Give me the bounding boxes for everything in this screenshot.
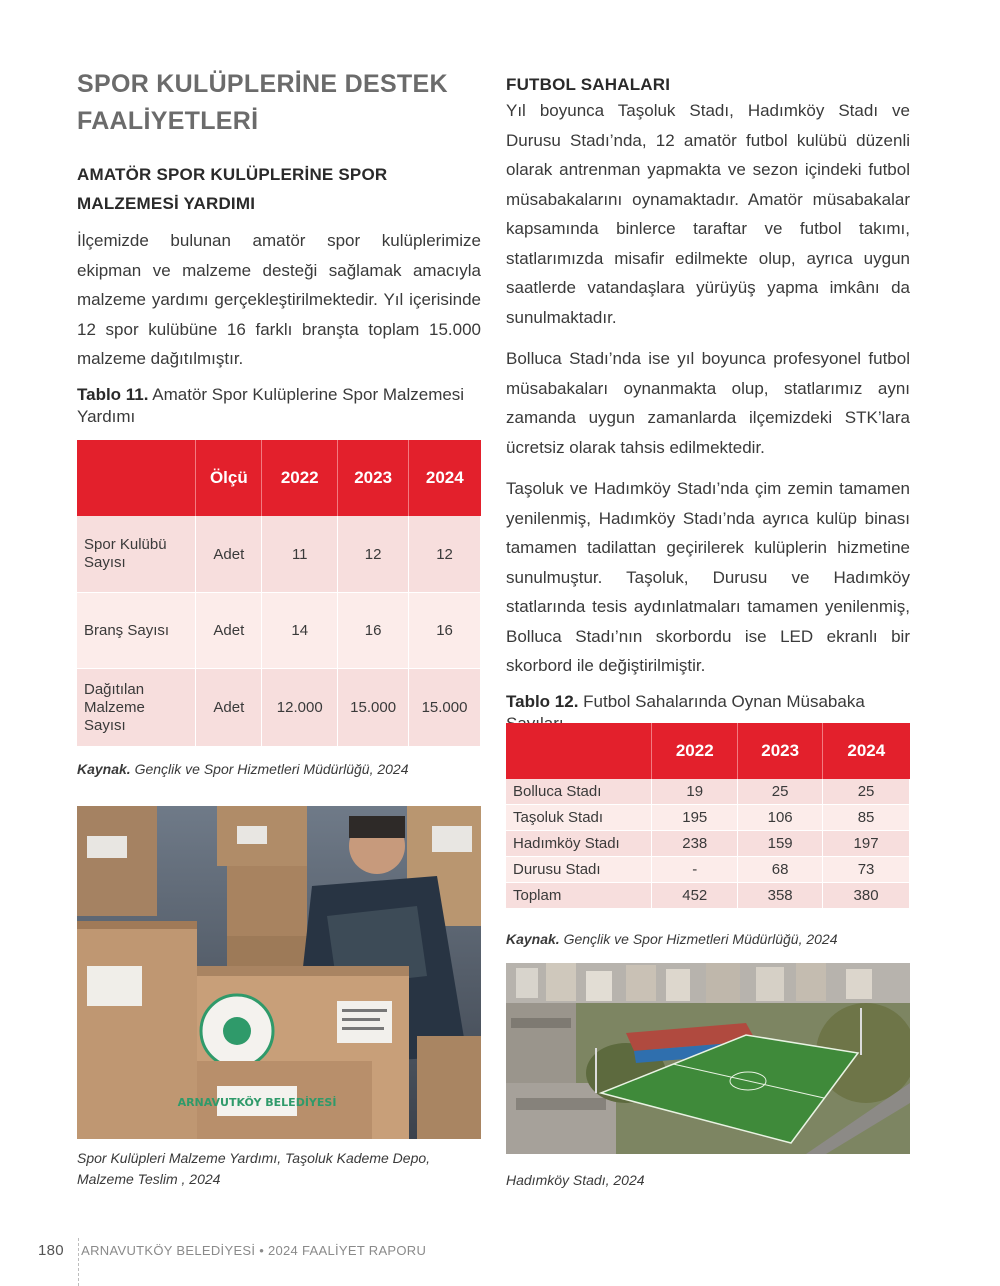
table-row-label: Hadımköy Stadı xyxy=(506,831,652,857)
box-logo-text: ARNAVUTKÖY BELEDİYESİ xyxy=(177,1096,337,1109)
table-cell: 16 xyxy=(409,593,481,669)
table-cell: 85 xyxy=(823,805,910,831)
table-row-label: Dağıtılan Malzeme Sayısı xyxy=(77,669,196,747)
table-cell: Adet xyxy=(196,669,262,747)
table-row-label: Durusu Stadı xyxy=(506,857,652,883)
table-header-cell: 2023 xyxy=(338,440,409,516)
table-row xyxy=(506,883,910,909)
table-row-label: Branş Sayısı xyxy=(77,593,196,669)
warehouse-photo-illustration xyxy=(77,806,481,1139)
section-paragraph: İlçemizde bulunan amatör spor kulüplerimize ekipman ve malzeme desteği sağlamak amacıyla malzeme yardımı gerçekleştirilmektedir. Yıl içerisinde 12 spor kulübüne 16 farklı branşta toplam 15.000 malzeme dağıtılmıştır. xyxy=(77,231,481,368)
table-cell: Adet xyxy=(196,593,262,669)
table-cell: 238 xyxy=(652,831,738,857)
table-row xyxy=(77,593,481,669)
section-paragraph: Taşoluk ve Hadımköy Stadı’nda çim zemin tamamen yenilenmiş, Hadımköy Stadı’nda ayrıca kulüp binası tamamen tadilattan geçirilerek kulüplerin hizmetine sunulmuştur. Taşoluk, Durusu ve Hadımköy statlarında tesis aydınlatmaları tamamen yenilenmiş, Bolluca Stadı’nın skorbordu ise LED ekranlı bir skorbord ile değiştirilmiştir. xyxy=(506,479,910,675)
source-text: Gençlik ve Spor Hizmetleri Müdürlüğü, 2024 xyxy=(130,761,409,777)
table-11-caption-label: Tablo 11. xyxy=(77,384,149,404)
table-12 xyxy=(506,723,910,909)
section-subtitle: AMATÖR SPOR KULÜPLERİNE SPOR MALZEMESİ YARDIMI xyxy=(77,165,388,213)
table-11 xyxy=(77,440,481,747)
table-cell: 159 xyxy=(738,831,823,857)
footer-text: ARNAVUTKÖY BELEDİYESİ • 2024 FAALİYET RAPORU xyxy=(81,1243,427,1258)
table-header-row xyxy=(77,440,481,516)
stadium-photo xyxy=(506,963,910,1154)
table-cell: 15.000 xyxy=(409,669,481,747)
section-subtitle: FUTBOL SAHALARI xyxy=(506,75,671,94)
table-12-caption-label: Tablo 12. xyxy=(506,691,579,711)
table-cell: Adet xyxy=(196,516,262,593)
left-column xyxy=(77,66,481,428)
table-row xyxy=(506,805,910,831)
table-cell: 197 xyxy=(823,831,910,857)
source-label: Kaynak. xyxy=(506,931,560,947)
table-row xyxy=(506,857,910,883)
table-row xyxy=(506,831,910,857)
table-cell: 68 xyxy=(738,857,823,883)
table-row xyxy=(77,669,481,747)
right-column xyxy=(506,74,910,735)
table-cell: 12 xyxy=(409,516,481,593)
table-header-cell: 2022 xyxy=(652,723,738,779)
table-cell: 11 xyxy=(262,516,338,593)
page-footer xyxy=(38,1242,426,1259)
table-11-source xyxy=(77,761,409,777)
table-cell: 452 xyxy=(652,883,738,909)
table-row-label: Toplam xyxy=(506,883,652,909)
page-number: 180 xyxy=(38,1242,64,1259)
table-cell: 12.000 xyxy=(262,669,338,747)
table-cell: - xyxy=(652,857,738,883)
table-row-label: Taşoluk Stadı xyxy=(506,805,652,831)
table-header-cell xyxy=(77,440,196,516)
table-header-cell xyxy=(506,723,652,779)
section-paragraph: Yıl boyunca Taşoluk Stadı, Hadımköy Stadı ve Durusu Stadı’nda, 12 amatör futbol kulübü düzenli olarak antrenman yapmakta ve sezon içindeki futbol müsabakalarını oynamaktadır. Amatör müsabakalar kapsamında binlerce taraftar ve futbol takımı, statlarımızda misafir edilmekte olup, ayrıca uygun saatlerde vatandaşlara yürüyüş yapma imkânı da sunulmaktadır. xyxy=(506,101,910,327)
table-cell: 358 xyxy=(738,883,823,909)
table-header-cell: 2024 xyxy=(823,723,910,779)
table-cell: 25 xyxy=(823,779,910,805)
table-cell: 15.000 xyxy=(338,669,409,747)
table-header-cell: Ölçü xyxy=(196,440,262,516)
stadium-photo-caption: Hadımköy Stadı, 2024 xyxy=(506,1172,645,1188)
source-label: Kaynak. xyxy=(77,761,131,777)
table-row xyxy=(506,779,910,805)
table-header-cell: 2024 xyxy=(409,440,481,516)
table-11-caption xyxy=(77,384,481,428)
table-cell: 195 xyxy=(652,805,738,831)
table-cell: 14 xyxy=(262,593,338,669)
table-row-label: Bolluca Stadı xyxy=(506,779,652,805)
table-cell: 25 xyxy=(738,779,823,805)
table-12-source xyxy=(506,931,838,947)
table-row xyxy=(77,516,481,593)
table-cell: 19 xyxy=(652,779,738,805)
table-cell: 380 xyxy=(823,883,910,909)
stadium-photo-illustration xyxy=(506,963,910,1154)
table-header-cell: 2022 xyxy=(262,440,338,516)
table-cell: 73 xyxy=(823,857,910,883)
table-cell: 16 xyxy=(338,593,409,669)
warehouse-photo xyxy=(77,806,481,1139)
table-header-cell: 2023 xyxy=(738,723,823,779)
table-row-label: Spor Kulübü Sayısı xyxy=(77,516,196,593)
warehouse-photo-caption: Spor Kulüpleri Malzeme Yardımı, Taşoluk Kademe Depo, Malzeme Teslim , 2024 xyxy=(77,1150,431,1187)
section-paragraph: Bolluca Stadı’nda ise yıl boyunca profesyonel futbol müsabakaları oynanmakta olup, statlarımız aynı zamanda uygun zamanlarda ilçemizdeki STK’lara ücretsiz olarak tahsis edilmektedir. xyxy=(506,349,910,457)
table-cell: 12 xyxy=(338,516,409,593)
page-title: SPOR KULÜPLERİNE DESTEK FAALİYETLERİ xyxy=(77,70,448,135)
table-cell: 106 xyxy=(738,805,823,831)
table-12-caption-text: Futbol Sahalarında Oynan Müsabaka xyxy=(583,691,865,711)
table-11-caption-text: Amatör Spor Kulüplerine Spor Malzemesi Yardımı xyxy=(77,384,465,426)
source-text: Gençlik ve Spor Hizmetleri Müdürlüğü, 2024 xyxy=(559,931,838,947)
table-header-row xyxy=(506,723,910,779)
